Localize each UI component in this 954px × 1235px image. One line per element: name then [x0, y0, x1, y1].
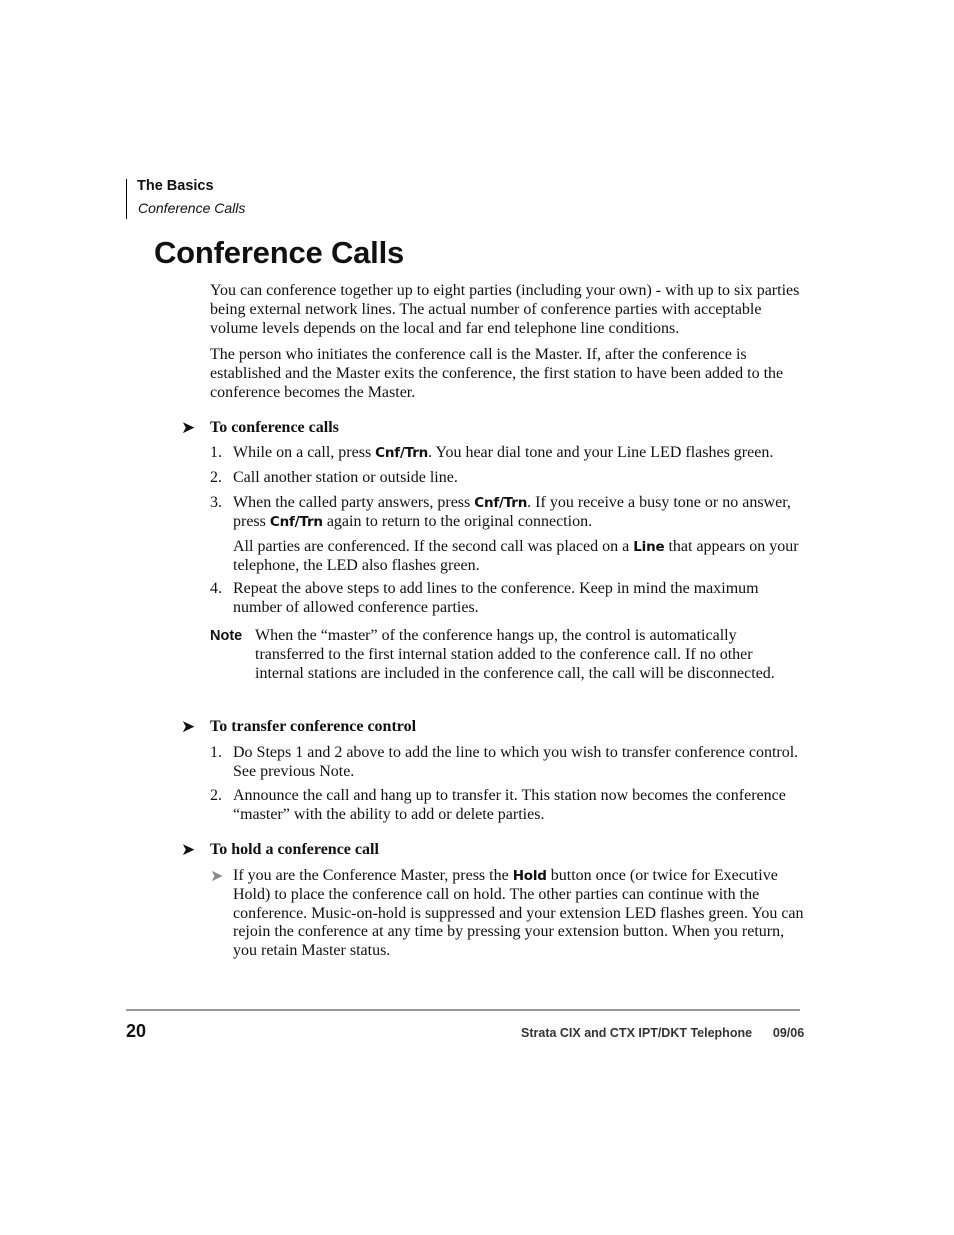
note-text: When the “master” of the conference hangs up, the control is automatically transferred to the first internal station added to the conference call. If no other internal stations are included in the conference call, the call will be disconnected. [255, 627, 775, 682]
note-label: Note [210, 628, 243, 644]
section-heading: The Basics [137, 178, 214, 194]
step-number: 1. [210, 444, 222, 461]
hold-instruction: If you are the Conference Master, press the Hold button once (or twice for Executive Hold) to place the conference call on hold. The other parties can continue with the conference. Music-on-hold is suppressed and your extension LED flashes green. You can rejoin the conference at any time by pressing your extension button. When you return, you retain Master status. [233, 867, 804, 960]
procedure-title-hold: To hold a conference call [210, 841, 379, 858]
procedure-arrow-icon: ➤ [181, 840, 196, 859]
procedure-title-transfer: To transfer conference control [210, 718, 417, 735]
step-number: 3. [210, 494, 222, 511]
intro-paragraph-1: You can conference together up to eight parties (including your own) - with up to six parties being external network lines. The actual number of conference parties with acceptable volume levels depends on the local and far end telephone line conditions. [210, 282, 800, 337]
hold-key: Hold [512, 868, 547, 884]
conference-step-2: Call another station or outside line. [233, 469, 458, 486]
sub-step-arrow-icon: ➤ [210, 868, 224, 885]
page-title: Conference Calls [154, 235, 405, 270]
procedure-title-conference: To conference calls [210, 419, 339, 436]
cnf-trn-key: Cnf/Trn [269, 513, 323, 530]
cnf-trn-key: Cnf/Trn [474, 495, 528, 511]
conference-step-4: Repeat the above steps to add lines to the conference. Keep in mind the maximum number of allowed conference parties. [233, 580, 759, 616]
document-date: 09/06 [772, 1026, 805, 1040]
conference-step-1: While on a call, press Cnf/Trn. You hear dial tone and your Line LED flashes green. [233, 444, 774, 461]
conference-step-3: When the called party answers, press Cnf/Trn. If you receive a busy tone or no answer, press Cnf/Trn again to return to the original connection. [233, 494, 791, 530]
line-key: Line [633, 539, 665, 555]
transfer-step-1: Do Steps 1 and 2 above to add the line to which you wish to transfer conference control. See previous Note. [233, 744, 799, 780]
document-title: Strata CIX and CTX IPT/DKT Telephone [521, 1026, 753, 1040]
step-number: 4. [210, 580, 222, 597]
header-rule [126, 179, 127, 219]
conference-step-3-detail: All parties are conferenced. If the second call was placed on a Line that appears on your telephone, the LED also flashes green. [233, 538, 799, 574]
procedure-arrow-icon: ➤ [181, 418, 196, 437]
intro-paragraph-2: The person who initiates the conference call is the Master. If, after the conference is established and the Master exits the conference, the first station to have been added to the conference becomes the Master. [210, 346, 784, 401]
footer-rule [126, 1009, 800, 1011]
subsection-heading: Conference Calls [138, 200, 246, 216]
transfer-step-2: Announce the call and hang up to transfer it. This station now becomes the conference “master” with the ability to add or delete parties. [233, 787, 786, 823]
step-number: 2. [210, 469, 222, 486]
step-number: 2. [210, 787, 222, 804]
procedure-arrow-icon: ➤ [181, 717, 196, 736]
page-number: 20 [126, 1021, 147, 1041]
cnf-trn-key: Cnf/Trn [375, 445, 429, 461]
footer-title [521, 1026, 804, 1040]
step-number: 1. [210, 744, 222, 761]
